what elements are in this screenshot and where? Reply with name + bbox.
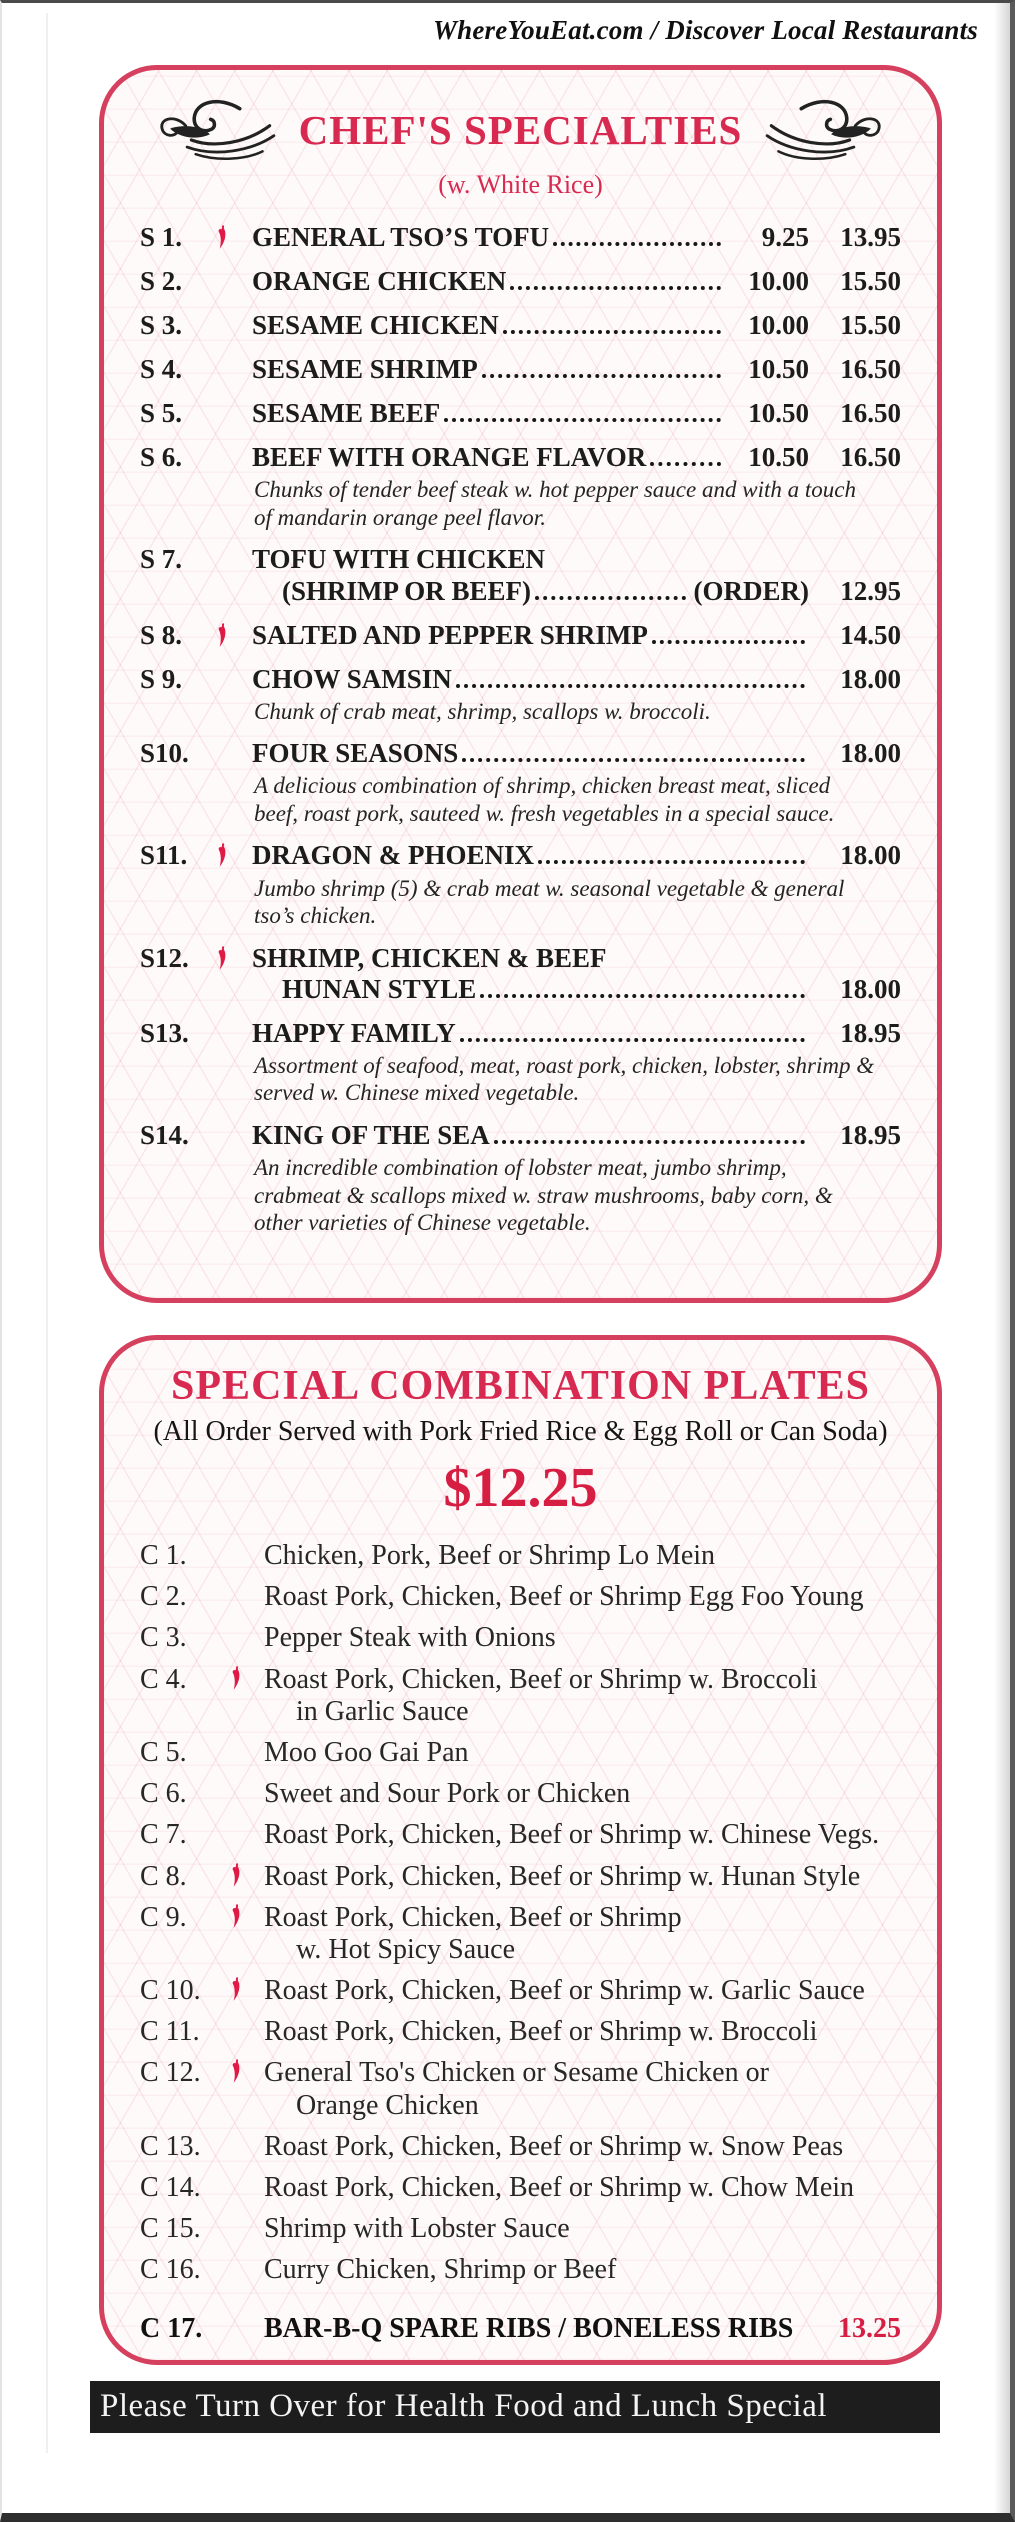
item-price-large: 18.00 xyxy=(840,840,901,871)
item-description: An incredible combination of lobster meat, jumbo shrimp, crabmeat & scallops mixed w. straw mushrooms, baby corn, & other varieties of Chinese vegetable. xyxy=(254,1155,833,1236)
menu-item-row xyxy=(140,1120,901,1237)
menu-item-row xyxy=(140,1664,901,1728)
flourish-right-icon xyxy=(760,94,888,166)
dotted-leader xyxy=(444,418,721,422)
panel-title-row xyxy=(140,94,901,166)
item-code: S14. xyxy=(140,1120,189,1151)
dotted-leader xyxy=(494,1140,805,1144)
item-code: S 9. xyxy=(140,663,183,694)
dotted-leader xyxy=(480,994,805,998)
item-price-large: 13.95 xyxy=(840,222,901,252)
combination-plates-panel xyxy=(99,1335,942,2365)
item-code: S 4. xyxy=(140,354,183,385)
flourish-left-icon xyxy=(153,94,281,166)
item-name: BAR-B-Q SPARE RIBS / BONELESS RIBS xyxy=(264,2312,794,2344)
panel-subtitle: (All Order Served with Pork Fried Rice & Egg Roll or Can Soda) xyxy=(153,1416,888,1447)
menu-item-row xyxy=(140,544,901,606)
item-name: DRAGON & PHOENIX xyxy=(252,840,534,871)
menu-item-row xyxy=(140,1902,901,1966)
item-name: HAPPY FAMILY xyxy=(252,1017,456,1048)
item-name: ORANGE CHICKEN xyxy=(252,266,507,297)
item-name: Roast Pork, Chicken, Beef or Shrimp Egg Foo Young xyxy=(264,1581,864,1613)
item-price-large: 16.50 xyxy=(840,354,901,385)
combo-price-banner: $12.25 xyxy=(443,1457,598,1519)
item-code: S 2. xyxy=(140,266,183,297)
item-name: SALTED AND PEPPER SHRIMP xyxy=(252,619,648,650)
item-code: C 10. xyxy=(140,1975,201,2007)
item-price-large: 15.50 xyxy=(840,310,901,341)
chili-pepper-icon xyxy=(214,622,229,650)
item-name: Shrimp with Lobster Sauce xyxy=(264,2213,570,2245)
menu-item-row xyxy=(140,1737,901,1769)
scan-crease xyxy=(46,13,48,2453)
item-price-small: 10.50 xyxy=(748,398,809,429)
item-name: CHOW SAMSIN xyxy=(252,663,452,694)
item-code: C 6. xyxy=(140,1778,187,1810)
menu-item-row xyxy=(140,2131,901,2163)
dotted-leader xyxy=(482,374,721,378)
menu-item-row xyxy=(140,266,901,297)
dotted-leader xyxy=(650,462,721,466)
item-price-small: 10.50 xyxy=(748,354,809,385)
item-price: 13.25 xyxy=(838,2312,901,2344)
menu-item-row xyxy=(140,1018,901,1107)
item-name: SESAME CHICKEN xyxy=(252,310,499,341)
footer-note-text: Please Turn Over for Health Food and Lunch Special xyxy=(100,2388,828,2424)
item-code: C 14. xyxy=(140,2172,201,2203)
menu-item-row xyxy=(140,738,901,827)
dotted-leader xyxy=(553,242,721,246)
item-name: SESAME BEEF xyxy=(252,398,441,429)
menu-item-row xyxy=(140,2213,901,2245)
item-name-line2: w. Hot Spicy Sauce xyxy=(296,1933,516,1965)
item-name: Roast Pork, Chicken, Beef or Shrimp w. Chinese Vegs. xyxy=(264,1819,880,1851)
chili-pepper-icon xyxy=(228,2058,243,2086)
item-code: S11. xyxy=(140,840,188,871)
item-price-large: 15.50 xyxy=(840,266,901,297)
item-name: Roast Pork, Chicken, Beef or Shrimp w. Broccoli xyxy=(264,1663,818,1695)
menu-item-row xyxy=(140,2172,901,2204)
footer-note-bar xyxy=(90,2381,940,2433)
item-name: FOUR SEASONS xyxy=(252,738,459,769)
item-price-large: 18.95 xyxy=(840,1017,901,1048)
item-description: Chunk of crab meat, shrimp, scallops w. broccoli. xyxy=(254,698,711,724)
item-name-line2: (SHRIMP OR BEEF) xyxy=(282,575,532,606)
item-code: S 8. xyxy=(140,619,183,650)
item-code: C 9. xyxy=(140,1901,187,1933)
menu-item-row xyxy=(140,398,901,429)
item-code: S10. xyxy=(140,738,189,769)
item-code: C 3. xyxy=(140,1622,187,1654)
item-name: Roast Pork, Chicken, Beef or Shrimp w. Broccoli xyxy=(264,2016,818,2048)
dotted-leader xyxy=(510,286,721,290)
menu-item-row xyxy=(140,943,901,1005)
item-name: Chicken, Pork, Beef or Shrimp Lo Mein xyxy=(264,1540,716,1571)
panel-title: SPECIAL COMBINATION PLATES xyxy=(171,1363,870,1409)
item-code: C 1. xyxy=(140,1540,187,1571)
header-credit: WhereYouEat.com / Discover Local Restaurants xyxy=(432,15,978,45)
item-code: C 8. xyxy=(140,1860,187,1892)
menu-item-row xyxy=(140,354,901,385)
item-name-line2: Orange Chicken xyxy=(296,2089,479,2121)
item-name: Pepper Steak with Onions xyxy=(264,1622,556,1654)
menu-item-row xyxy=(140,1622,901,1654)
menu-item-row xyxy=(140,2254,901,2286)
menu-item-row xyxy=(140,1540,901,1572)
item-price-large: 18.00 xyxy=(840,738,901,769)
item-code: C 5. xyxy=(140,1736,187,1768)
item-description: Chunks of tender beef steak w. hot pepper sauce and with a touch of mandarin orange peel flavor. xyxy=(254,477,856,530)
chili-pepper-icon xyxy=(228,1862,243,1890)
item-code: S 5. xyxy=(140,398,183,429)
item-name: Roast Pork, Chicken, Beef or Shrimp w. Snow Peas xyxy=(264,2130,844,2162)
item-price-large: 16.50 xyxy=(840,442,901,473)
item-price-large: 18.95 xyxy=(840,1120,901,1151)
item-name: Roast Pork, Chicken, Beef or Shrimp xyxy=(264,1901,682,1933)
item-name: BEEF WITH ORANGE FLAVOR xyxy=(252,442,647,473)
item-name: Sweet and Sour Pork or Chicken xyxy=(264,1778,631,1810)
item-code: C 7. xyxy=(140,1819,187,1851)
menu-item-row xyxy=(140,2313,901,2345)
item-price-large: 12.95 xyxy=(840,575,901,606)
item-code: C 15. xyxy=(140,2213,201,2245)
item-code: S 1. xyxy=(140,222,183,252)
item-price-small: 10.00 xyxy=(748,310,809,341)
item-code: S12. xyxy=(140,942,189,973)
menu-item-row xyxy=(140,840,901,929)
dotted-leader xyxy=(456,684,805,688)
chili-pepper-icon xyxy=(214,224,229,252)
menu-item-row xyxy=(140,1778,901,1810)
menu-item-row xyxy=(140,1861,901,1893)
dotted-leader xyxy=(462,758,805,762)
item-code: S 6. xyxy=(140,442,183,473)
menu-item-row xyxy=(140,222,901,253)
item-name-line2: in Garlic Sauce xyxy=(296,1695,469,1727)
dotted-leader xyxy=(460,1038,805,1042)
item-price-small: 10.00 xyxy=(748,266,809,297)
item-code: C 4. xyxy=(140,1663,187,1695)
menu-item-row xyxy=(140,620,901,651)
item-price-large: 16.50 xyxy=(840,398,901,429)
menu-item-row xyxy=(140,1819,901,1851)
item-price-large: 14.50 xyxy=(840,619,901,650)
item-price-small: 10.50 xyxy=(748,442,809,473)
chefs-specialties-panel xyxy=(99,65,942,1303)
item-name: Roast Pork, Chicken, Beef or Shrimp w. Hunan Style xyxy=(264,1860,861,1892)
panel-title: CHEF'S SPECIALTIES xyxy=(298,107,743,153)
item-description: Jumbo shrimp (5) & crab meat w. seasonal vegetable & general tso’s chicken. xyxy=(254,875,845,929)
item-code: S 3. xyxy=(140,310,183,341)
item-price-small: 9.25 xyxy=(761,222,809,252)
dotted-leader xyxy=(538,860,805,864)
item-name: GENERAL TSO’S TOFU xyxy=(252,222,550,252)
chili-pepper-icon xyxy=(228,1903,243,1931)
menu-item-row xyxy=(140,2057,901,2121)
chili-pepper-icon xyxy=(214,842,229,870)
menu-item-row xyxy=(140,1975,901,2007)
dotted-leader xyxy=(535,596,685,600)
chili-pepper-icon xyxy=(214,945,229,973)
item-price-large: 18.00 xyxy=(840,973,901,1004)
item-description: Assortment of seafood, meat, roast pork, chicken, lobster, shrimp & served w. Chinese mixed vegetable. xyxy=(254,1052,875,1106)
menu-item-row xyxy=(140,442,901,531)
item-code: S13. xyxy=(140,1017,189,1048)
item-name: Roast Pork, Chicken, Beef or Shrimp w. Garlic Sauce xyxy=(264,1975,865,2007)
item-name: Roast Pork, Chicken, Beef or Shrimp w. Chow Mein xyxy=(264,2172,855,2203)
menu-item-row xyxy=(140,310,901,341)
item-price-note: (ORDER) xyxy=(693,575,809,606)
item-name: Moo Goo Gai Pan xyxy=(264,1736,469,1768)
item-name: SHRIMP, CHICKEN & BEEF xyxy=(252,942,607,973)
item-name: KING OF THE SEA xyxy=(252,1120,490,1151)
menu-item-row xyxy=(140,664,901,726)
item-code: S 7. xyxy=(140,544,183,575)
item-name: General Tso's Chicken or Sesame Chicken or xyxy=(264,2057,769,2089)
item-name-line2: HUNAN STYLE xyxy=(282,973,477,1004)
menu-item-row xyxy=(140,1581,901,1613)
item-code: C 2. xyxy=(140,1581,187,1613)
dotted-leader xyxy=(503,330,721,334)
chili-pepper-icon xyxy=(228,1976,243,2004)
item-description: A delicious combination of shrimp, chicken breast meat, sliced beef, roast pork, sauteed w. fresh vegetables in a special sauce. xyxy=(254,773,835,826)
item-name: TOFU WITH CHICKEN xyxy=(252,544,546,575)
item-code: C 13. xyxy=(140,2130,201,2162)
item-code: C 17. xyxy=(140,2312,203,2344)
panel-subtitle: (w. White Rice) xyxy=(438,170,603,199)
dotted-leader xyxy=(652,640,805,644)
item-code: C 16. xyxy=(140,2254,201,2286)
chili-pepper-icon xyxy=(228,1665,243,1693)
item-price-large: 18.00 xyxy=(840,663,901,694)
item-code: C 12. xyxy=(140,2057,201,2089)
item-code: C 11. xyxy=(140,2016,200,2048)
menu-item-row xyxy=(140,2016,901,2048)
item-name: Curry Chicken, Shrimp or Beef xyxy=(264,2254,617,2286)
item-name: SESAME SHRIMP xyxy=(252,354,478,385)
